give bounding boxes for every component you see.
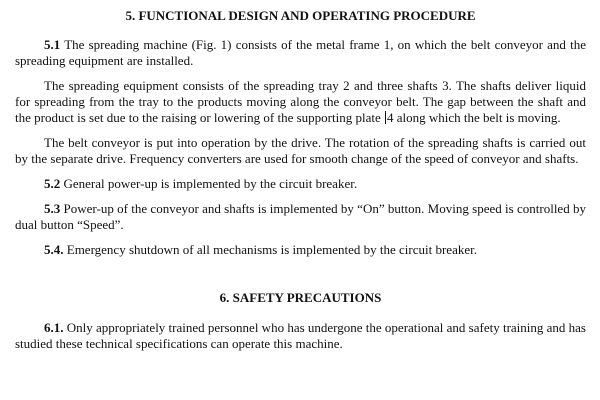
text-cursor — [385, 111, 386, 124]
clause-number: 5.2 — [44, 176, 61, 191]
clause-number: 5.4. — [44, 242, 64, 257]
paragraph-text: Power-up of the conveyor and shafts is implemented by “On” button. Moving speed is controlled by dual button “Speed”. — [15, 201, 586, 232]
paragraph-5-1-conveyor — [15, 135, 586, 167]
document-page — [15, 8, 586, 361]
paragraph-text: The belt conveyor is put into operation by the drive. The rotation of the spreading shafts is carried out by the separate drive. Frequency converters are used for smooth change of the speed of conveyor and shafts. — [15, 135, 586, 166]
paragraph-6-1 — [15, 320, 586, 352]
clause-number: 5.3 — [44, 201, 61, 216]
clause-number: 6.1. — [44, 320, 64, 335]
paragraph-text: Emergency shutdown of all mechanisms is implemented by the circuit breaker. — [63, 242, 477, 257]
section-6-heading: 6. SAFETY PRECAUTIONS — [219, 290, 382, 305]
paragraph-5-1-equipment — [15, 78, 586, 126]
paragraph-text: The spreading equipment consists of the spreading tray 2 and three shafts 3. The shafts deliver liquid for spreading from the tray to the products moving along the conveyor belt. The gap between the shaft and the product is set due to the raising or lowering of the supporting plate — [15, 78, 586, 125]
paragraph-text: General power-up is implemented by the circuit breaker. — [60, 176, 358, 191]
paragraph-5-2 — [15, 176, 586, 192]
paragraph-text: Only appropriately trained personnel who has undergone the operational and safety training and has studied these technical specifications can operate this machine. — [15, 320, 586, 351]
paragraph-5-3 — [15, 201, 586, 233]
clause-number: 5.1 — [44, 37, 61, 52]
paragraph-5-1 — [15, 37, 586, 69]
section-5-heading: 5. FUNCTIONAL DESIGN AND OPERATING PROCEDURE — [125, 8, 476, 23]
paragraph-text-continued: 4 along which the belt is moving. — [386, 110, 561, 125]
paragraph-text: The spreading machine (Fig. 1) consists of the metal frame 1, on which the belt conveyor and the spreading equipment are installed. — [15, 37, 586, 68]
paragraph-5-4 — [15, 242, 586, 258]
